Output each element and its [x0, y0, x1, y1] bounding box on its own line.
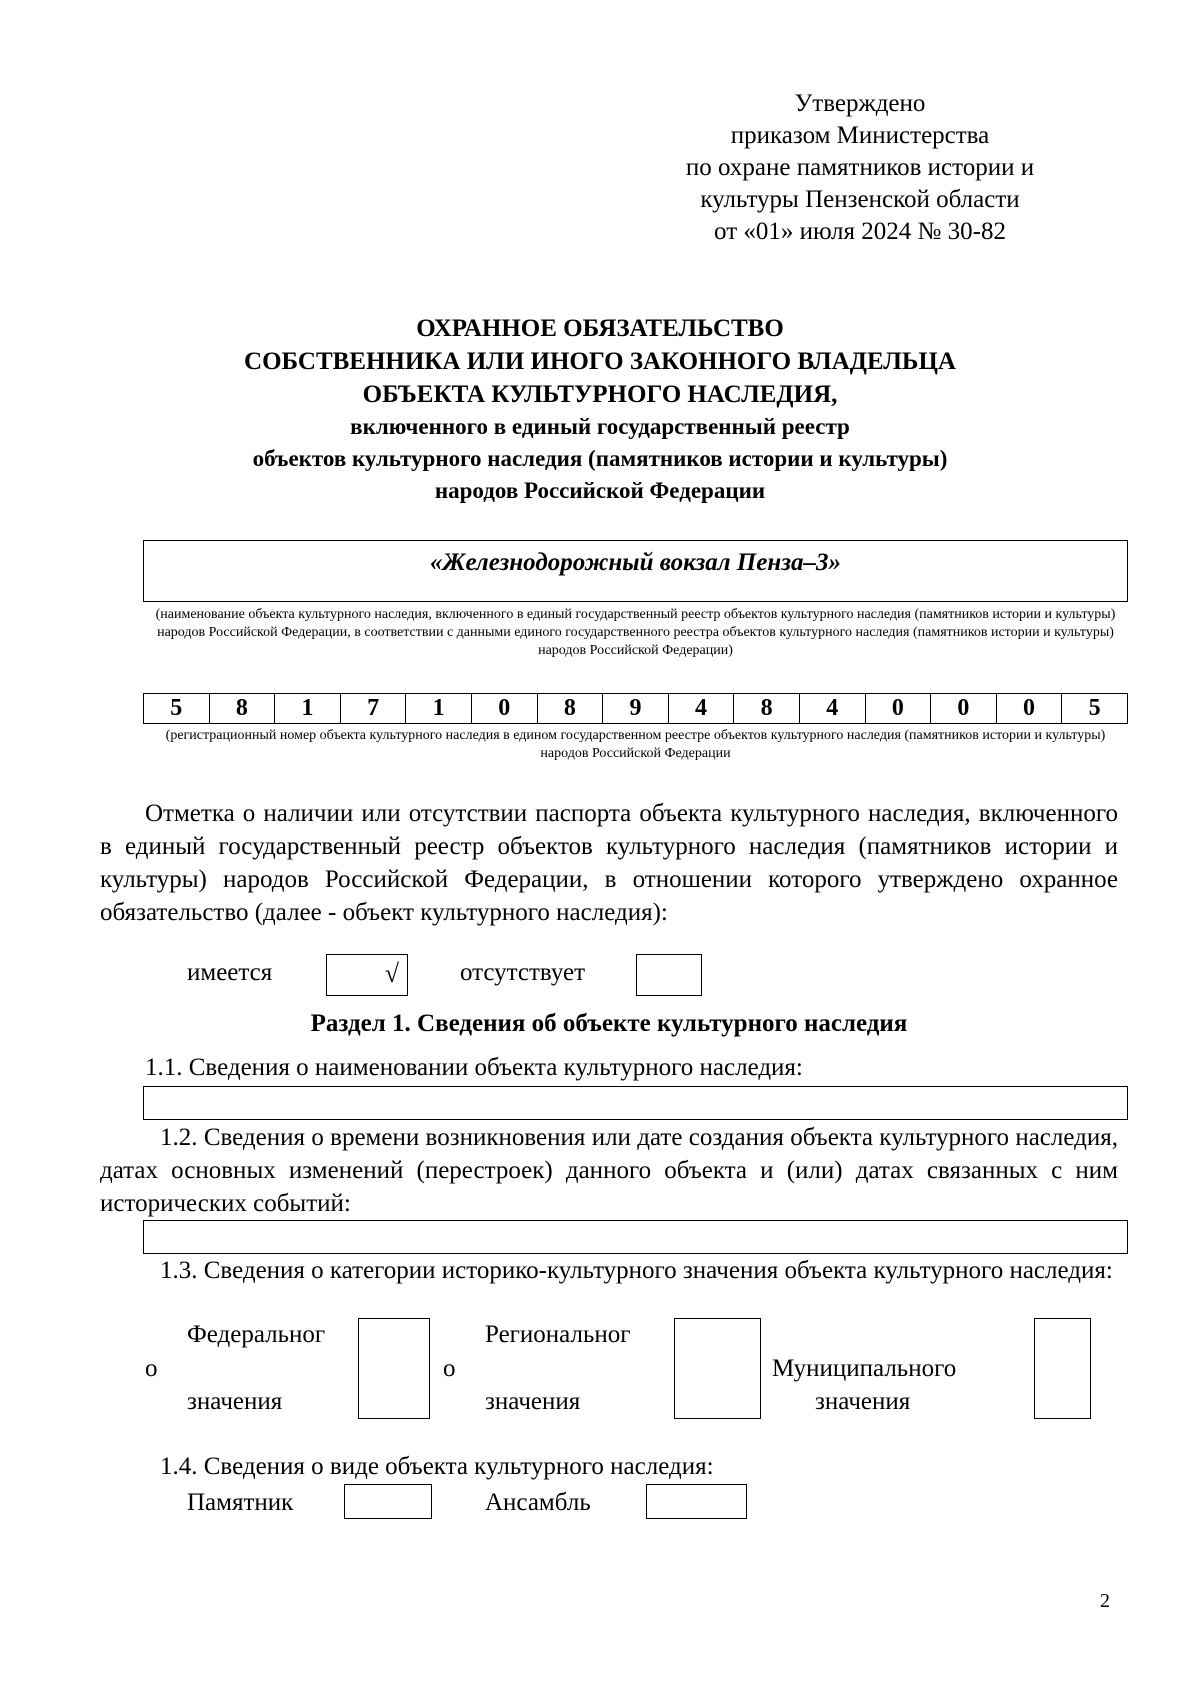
registration-number-table	[143, 693, 1128, 724]
approval-block	[600, 88, 1120, 248]
reg-digit[interactable]: 5	[1062, 694, 1128, 724]
reg-digit[interactable]: 0	[865, 694, 931, 724]
approval-line: приказом Министерства	[730, 122, 990, 149]
title-line: ОБЪЕКТА КУЛЬТУРНОГО НАСЛЕДИЯ,	[362, 381, 838, 408]
regional-label-line1: Региональног	[485, 1321, 631, 1348]
item-1-1-field[interactable]	[143, 1086, 1128, 1120]
municipal-checkbox[interactable]	[1034, 1318, 1091, 1419]
item-1-1-label: 1.1. Сведения о наименовании объекта культурного наследия:	[145, 1054, 803, 1081]
reg-digit[interactable]: 9	[603, 694, 669, 724]
federal-label-line1: Федеральног	[187, 1321, 326, 1348]
municipal-label-line2: значения	[815, 1388, 911, 1415]
passport-has-checkbox[interactable]: √	[326, 954, 408, 996]
passport-absent-checkbox[interactable]	[636, 954, 702, 996]
approval-line: от «01» июля 2024 № 30-82	[714, 218, 1006, 245]
monument-checkbox[interactable]	[344, 1484, 432, 1519]
reg-digit[interactable]: 7	[340, 694, 406, 724]
title-line: народов Российской Федерации	[434, 478, 766, 503]
page-number: 2	[1100, 1590, 1110, 1612]
item-1-3-label: 1.3. Сведения о категории историко-культурного значения объекта культурного наследия:	[160, 1257, 1113, 1284]
reg-digit[interactable]: 8	[734, 694, 800, 724]
reg-digit[interactable]: 5	[144, 694, 210, 724]
reg-digit[interactable]: 1	[275, 694, 341, 724]
reg-digit[interactable]: 8	[537, 694, 603, 724]
federal-label-o: о	[145, 1355, 158, 1382]
reg-digit[interactable]: 0	[471, 694, 537, 724]
ensemble-checkbox[interactable]	[646, 1484, 747, 1519]
regional-checkbox[interactable]	[674, 1318, 761, 1419]
reg-digit[interactable]: 8	[209, 694, 275, 724]
passport-absent-label: отсутствует	[460, 959, 586, 986]
federal-checkbox[interactable]	[358, 1318, 430, 1419]
passport-has-label: имеется	[187, 959, 273, 986]
reg-digit[interactable]: 4	[668, 694, 734, 724]
monument-label: Памятник	[187, 1489, 294, 1516]
reg-digit[interactable]: 1	[406, 694, 472, 724]
federal-label-line2: значения	[187, 1388, 283, 1415]
title-line: СОБСТВЕННИКА ИЛИ ИНОГО ЗАКОННОГО ВЛАДЕЛЬЦА	[244, 348, 956, 375]
item-1-4-label: 1.4. Сведения о виде объекта культурного наследия:	[160, 1453, 714, 1480]
document-title	[60, 312, 1140, 507]
section-1-title: Раздел 1. Сведения об объекте культурного наследия	[310, 1010, 908, 1037]
passport-paragraph: Отметка о наличии или отсутствии паспорта объекта культурного наследия, включенного в единый государственный реестр объектов культурного наследия (памятников истории и культуры) народов Российской Федерации, в отношении которого утверждено охранное обязательство (далее - объект культурного наследия):	[100, 800, 1118, 926]
title-line: объектов культурного наследия (памятников истории и культуры)	[252, 446, 948, 471]
reg-digit[interactable]: 0	[996, 694, 1062, 724]
approval-line: по охране памятников истории и	[685, 154, 1035, 181]
title-line: ОХРАННОЕ ОБЯЗАТЕЛЬСТВО	[416, 315, 784, 342]
title-line: включенного в единый государственный реестр	[350, 414, 850, 439]
municipal-label-line1: Муниципального	[772, 1355, 957, 1382]
item-1-2-field[interactable]	[143, 1220, 1128, 1254]
approval-line: культуры Пензенской области	[700, 186, 1020, 213]
reg-digit[interactable]: 4	[799, 694, 865, 724]
regional-label-o: о	[443, 1355, 456, 1382]
object-name-field[interactable]: «Железнодорожный вокзал Пенза–3»	[143, 540, 1128, 602]
object-name-caption: (наименование объекта культурного наследия, включенного в единый государственный реестр объектов культурного наследия (памятников истории и культуры) народов Российской Федерации, в соответствии с данными единого государственного реестра объектов культурного наследия (памятников истории и культуры) народов Российской Федерации)	[155, 607, 1116, 658]
item-1-2-label: 1.2. Сведения о времени возникновения или дате создания объекта культурного наследия, датах основных изменений (перестроек) данного объекта и (или) датах связанных с ним исторических событий:	[100, 1124, 1118, 1217]
approval-line: Утверждено	[794, 90, 926, 117]
regional-label-line2: значения	[485, 1388, 581, 1415]
reg-digit[interactable]: 0	[931, 694, 997, 724]
ensemble-label: Ансамбль	[485, 1489, 591, 1516]
registration-number-caption: (регистрационный номер объекта культурного наследия в едином государственном реестре объектов культурного наследия (памятников истории и культуры) народов Российской Федерации	[165, 728, 1106, 761]
